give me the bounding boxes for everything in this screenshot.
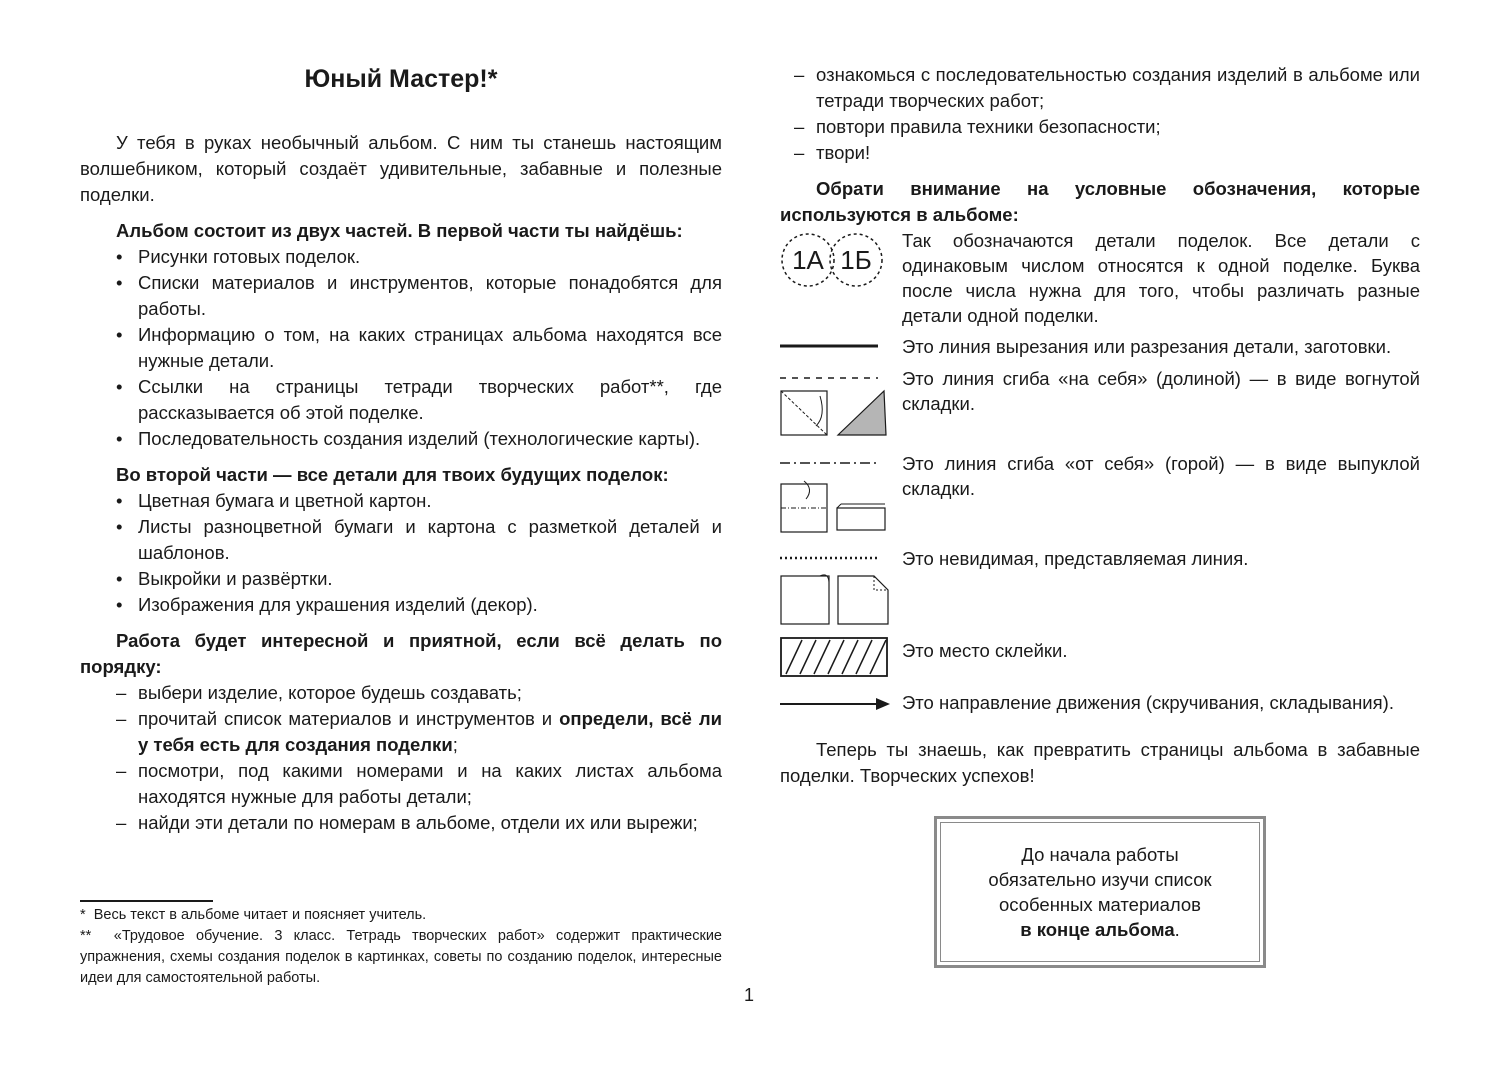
valley-description: Это линия сгиба «на себя» (долиной) — в виде вогнутой складки. [902,368,1420,414]
legend-valley [780,366,1420,438]
footnote-divider [80,900,213,902]
badge-1a: 1А [792,245,824,275]
list-item: • Списки материалов и инструментов, которые понадобятся для работы. [80,270,722,322]
legend-heading: Обрати внимание на условные обозначения, которые используются в альбоме: [780,178,1420,225]
footnote-text: Весь текст в альбоме читает и поясняет учитель. [93,907,427,923]
list-item: – посмотри, под какими номерами и на каких листах альбома находятся нужные для работы детали; [80,758,722,810]
invisible-line-icon [780,546,890,628]
glue-area-icon [780,636,890,680]
list-item: • Рисунки готовых поделок. [80,244,722,270]
footnote-mark: * [80,907,86,923]
valley-fold-icon [780,366,890,438]
list-item: • Изображения для украшения изделий (декор). [80,592,722,618]
mountain-fold-icon [780,451,890,535]
footnote-mark: ** [80,928,92,944]
footnotes [80,905,722,989]
list-item: – твори! [758,140,1420,166]
footnote-2 [80,926,722,989]
invisible-description: Это невидимая, представляемая линия. [902,548,1249,569]
page-title: Юный Мастер!* [304,65,498,93]
footnote-text: «Трудовое обучение. 3 класс. Тетрадь творческих работ» содержит практические упражнения, схемы создания поделок в картинках, советы по созданию поделок, интересные идеи для самостоятельной работы. [80,928,722,986]
step2-end: ; [452,734,458,755]
note-line: До начала работы [1021,844,1179,865]
right-column-top [780,62,1420,228]
note-line [1020,917,1180,942]
cut-description: Это линия вырезания или разрезания детали, заготовки. [902,336,1392,357]
list-item: • Последовательность создания изделий (технологические карты). [80,426,722,452]
list-item: • Цветная бумага и цветной картон. [80,488,722,514]
part1-heading: Альбом состоит из двух частей. В первой части ты найдёшь: [116,220,683,241]
legend-parts [780,228,1420,326]
closing-block [780,737,1420,789]
footnote-1 [80,905,722,926]
legend-glue [780,636,1420,684]
mountain-description: Это линия сгиба «от себя» (горой) — в виде выпуклой складки. [902,453,1420,499]
badge-1b: 1Б [840,245,872,275]
left-column [80,130,722,836]
note-line: особенных материалов [998,894,1202,915]
order-list-continued [758,62,1420,166]
note-bold: в конце альбома [1020,919,1175,940]
list-item: – найди эти детали по номерам в альбоме, отдели их или вырежи; [80,810,722,836]
part2-list [80,488,722,618]
order-heading: Работа будет интересной и приятной, если всё делать по порядку: [80,630,722,677]
list-item: • Выкройки и развёртки. [80,566,722,592]
list-item: – повтори правила техники безопасности; [758,114,1420,140]
cut-line-icon [780,336,880,356]
list-item: • Листы разноцветной бумаги и картона с разметкой деталей и шаблонов. [80,514,722,566]
list-item: • Ссылки на страницы тетради творческих работ**, где рассказывается об этой поделке. [80,374,722,426]
list-item [80,706,722,758]
direction-description: Это направление движения (скручивания, складывания). [902,692,1394,713]
part-badge-icon [780,232,884,288]
note-box-inner [940,822,1260,962]
list-item: – ознакомься с последовательностью создания изделий в альбоме или тетради творческих работ; [758,62,1420,114]
direction-arrow-icon [780,692,892,716]
parts-description: Так обозначаются детали поделок. Все детали с одинаковым числом относятся к одной поделке. Буква после числа нужна для того, чтобы различать разные детали одной поделки. [902,230,1420,326]
closing-paragraph: Теперь ты знаешь, как превратить страницы альбома в забавные поделки. Творческих успехов! [780,739,1420,786]
step2-bold: определи, всё ли у тебя есть для создания поделки [138,708,722,755]
list-item: • Информацию о том, на каких страницах альбома находятся все нужные детали. [80,322,722,374]
order-list [80,680,722,836]
note-end: . [1174,919,1180,940]
legend-invisible [780,546,1420,628]
glue-description: Это место склейки. [902,640,1068,661]
note-line: обязательно изучи список [988,869,1212,890]
note-box [934,816,1266,968]
part1-list [80,244,722,452]
part2-heading: Во второй части — все детали для твоих будущих поделок: [116,464,669,485]
step2-text: прочитай список материалов и инструментов и [138,708,560,729]
legend-mountain [780,451,1420,535]
page-number: 1 [744,985,755,1005]
list-item: – выбери изделие, которое будешь создавать; [80,680,722,706]
intro-paragraph: У тебя в руках необычный альбом. С ним ты станешь настоящим волшебником, который создаёт удивительные, забавные и полезные поделки. [80,132,722,205]
legend-direction [780,690,1420,718]
legend-cut [780,334,1420,362]
